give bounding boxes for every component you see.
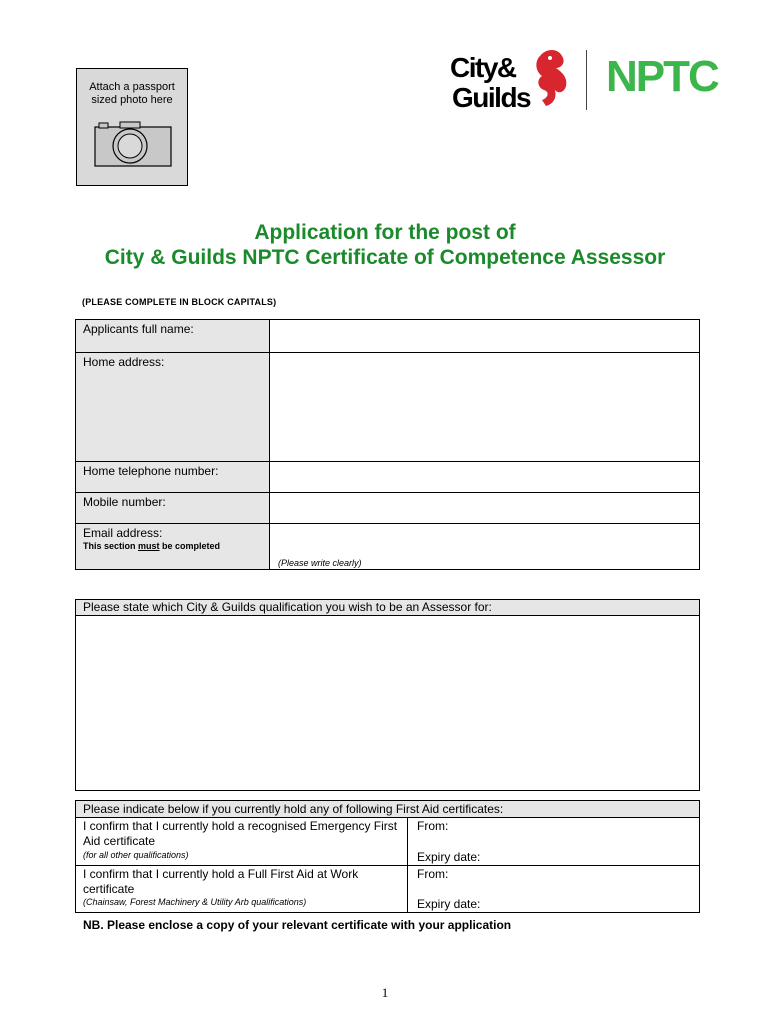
email-required-note [83,541,262,551]
page-number: 1 [381,985,389,1000]
photo-instruction-line2: sized photo here [91,94,173,106]
emergency-expiry-label: Expiry date: [417,850,481,864]
full-first-aid-confirm[interactable] [76,866,408,912]
email-address-field[interactable] [270,524,699,569]
full-dates-field[interactable] [408,866,699,912]
home-address-label: Home address: [76,353,270,461]
photo-instruction-line1: Attach a passport [89,81,175,93]
passport-photo-box [76,68,188,186]
mobile-number-label: Mobile number: [76,493,270,523]
full-confirm-text: I confirm that I currently hold a Full First Aid at Work certificate [83,867,359,896]
first-aid-row-emergency [76,818,699,865]
photo-instruction [77,81,187,107]
full-name-label: Applicants full name: [76,320,270,352]
first-aid-row-full [76,865,699,912]
write-clearly-note: (Please write clearly) [278,558,362,568]
mobile-number-field[interactable] [270,493,699,523]
email-label-text: Email address: [83,526,163,540]
logo-divider [586,50,587,110]
home-address-field[interactable] [270,353,699,461]
qualification-field[interactable] [76,616,699,790]
qualification-table [75,599,700,791]
personal-details-table [75,319,700,570]
cg-logo-line2: Guilds [452,82,531,113]
qualification-heading: Please state which City & Guilds qualification you wish to be an Assessor for: [76,600,699,616]
email-note-must: must [138,541,160,551]
city-and-guilds-logo [450,48,570,116]
full-expiry-label: Expiry date: [417,897,481,911]
emergency-dates-field[interactable] [408,818,699,865]
certificate-note: NB. Please enclose a copy of your relevant certificate with your application [83,918,512,932]
title-line1: Application for the post of [254,221,516,244]
nptc-logo: NPTC [606,52,718,101]
camera-icon [94,121,172,167]
emergency-qual-note: (for all other qualifications) [83,850,189,860]
first-aid-table [75,800,700,913]
email-note-post: be completed [159,541,221,551]
emergency-first-aid-confirm[interactable] [76,818,408,865]
title-line2: City & Guilds NPTC Certificate of Competence Assessor [104,246,666,269]
full-name-field[interactable] [270,320,699,352]
cg-logo-line1: City& [450,52,516,83]
email-address-label [76,524,270,569]
emergency-confirm-text: I confirm that I currently hold a recognised Emergency First Aid certificate [83,819,398,848]
home-telephone-field[interactable] [270,462,699,492]
full-from-label: From: [417,867,449,881]
first-aid-heading: Please indicate below if you currently hold any of following First Aid certificates: [76,801,699,818]
full-qual-note: (Chainsaw, Forest Machinery & Utility Arb qualifications) [83,897,307,907]
email-note-pre: This section [83,541,139,551]
home-telephone-label: Home telephone number: [76,462,270,492]
block-capitals-instruction: (PLEASE COMPLETE IN BLOCK CAPITALS) [82,297,277,307]
lion-icon [532,48,572,110]
emergency-from-label: From: [417,819,449,833]
